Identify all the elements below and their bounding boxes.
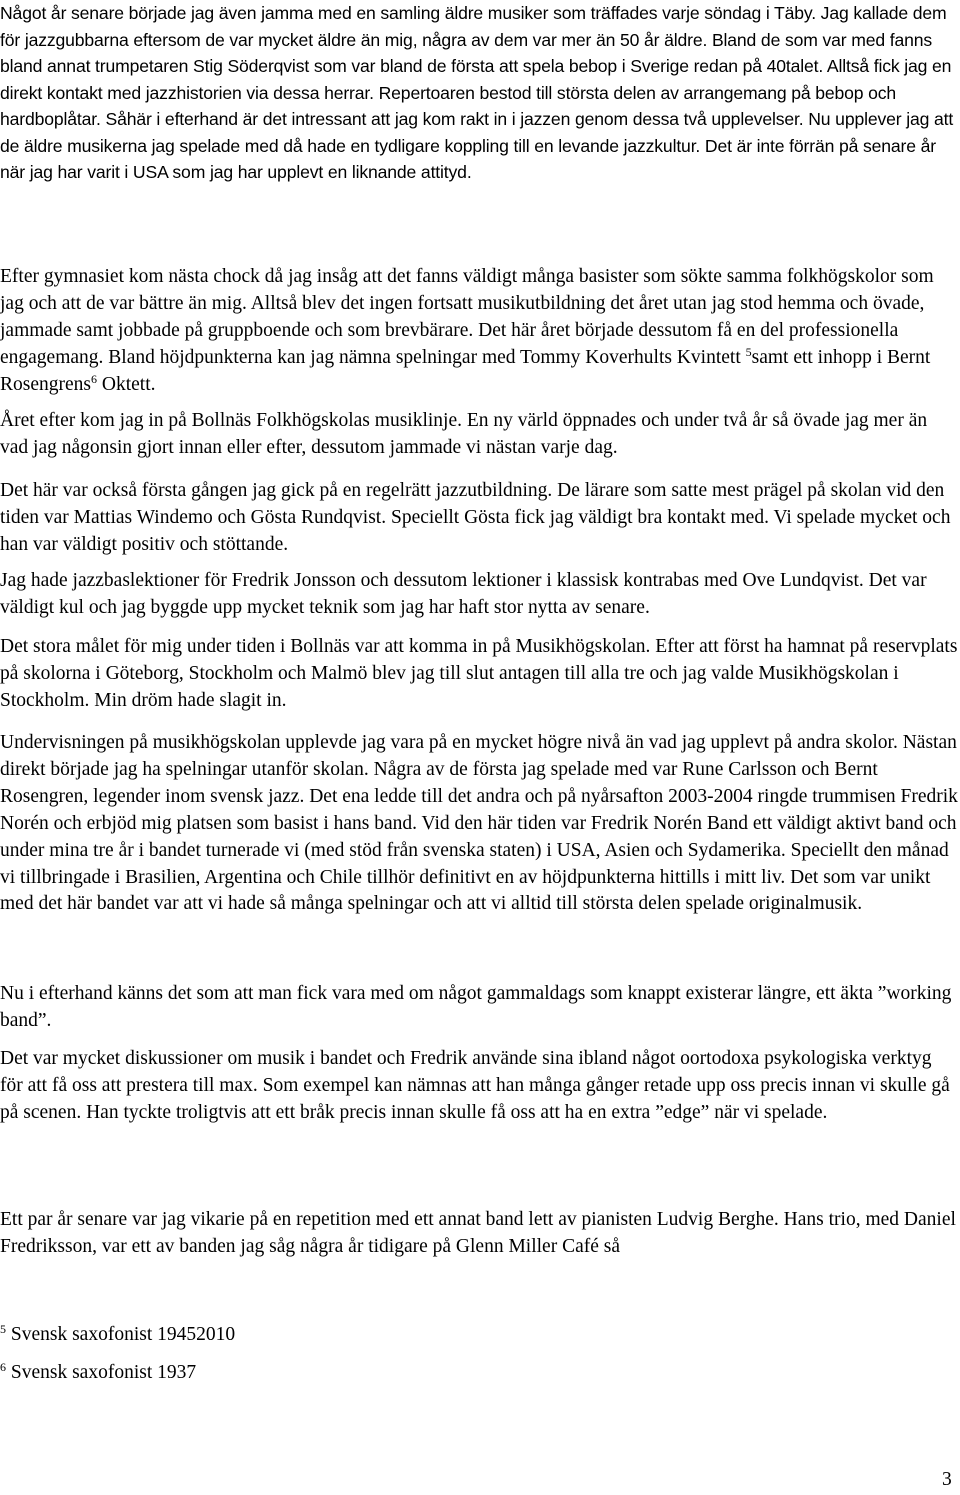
page-number: 3: [942, 1469, 952, 1490]
footnote-ref-6: 6: [91, 371, 97, 386]
paragraph-jazzgubbarna: Något år senare började jag även jamma med en samling äldre musiker som träffades varje söndag i Täby. Jag kallade dem för jazzgubbarna eftersom de var mycket äldre än mig, några av dem var mer än 50 år äldre. Bland de som var med fanns bland annat trumpetaren Stig Söderqvist som var bland de första att spela bebop i Sverige redan på 40talet. Alltså fick jag en direkt kontakt med jazzhistorien via dessa herrar. Repertoaren bestod till största delen av arrangemang på bebop och hardboplåtar. Såhär i efterhand är det intressant att jag kom rakt in i jazzen genom dessa två upplevelser. Nu upplever jag att de äldre musikerna jag spelade med då hade en tydligare koppling till en levande jazzkultur. Det är inte förrän på senare år när jag har varit i USA som jag har upplevt en liknande attityd.: [0, 3, 954, 182]
footnote-number: 5: [0, 1321, 6, 1336]
paragraph-diskussioner: Det var mycket diskussioner om musik i bandet och Fredrik använde sina ibland något oortodoxa psykologiska verktyg för att få oss att prestera till max. Som exempel kan nämnas att han många gånger retade upp oss precis innan vi skulle gå på scenen. Han tyckte troligtvis att ett bråk precis innan skulle få oss att ha en extra ”edge” när vi spelade.: [0, 1048, 950, 1123]
paragraph-efter-gymnasiet: [0, 264, 958, 399]
paragraph-jazzbaslektioner: Jag hade jazzbaslektioner för Fredrik Jonsson och dessutom lektioner i klassisk kontrabas med Ove Lundqvist. Det var väldigt kul och jag byggde upp mycket teknik som jag har haft stor nytta av senare.: [0, 570, 927, 618]
paragraph-musikhogskolan: Det stora målet för mig under tiden i Bollnäs var att komma in på Musikhögskolan. Efter att först ha hamnat på reservplats på skolorna i Göteborg, Stockholm och Malmö blev jag till slut antagen till alla tre och jag valde Musikhögskolan i Stockholm. Min dröm hade slagit in.: [0, 636, 958, 711]
footnote-number: 6: [0, 1359, 6, 1374]
paragraph-text-continued: samt ett inhopp i Bernt Rosengrens: [0, 346, 931, 395]
paragraph-text: Efter gymnasiet kom nästa chock då jag insåg att det fanns väldigt många basister som sökte samma folkhögskolor som jag och att de var bättre än mig. Alltså blev det ingen fortsatt musikutbildning det året utan jag stod hemma och övade, jammade samt jobbade på gruppboende och som brevbärare. Det här året började dessutom få en del professionella engagemang. Bland höjdpunkterna kan jag nämna spelningar med Tommy Koverhults Kvintett: [0, 266, 934, 368]
footnote-6: [0, 1360, 196, 1386]
footnote-5: [0, 1322, 235, 1348]
paragraph-text-end: Oktett.: [97, 373, 156, 395]
footnote-text: Svensk saxofonist 19452010: [6, 1324, 236, 1345]
paragraph-jazzutbildning: Det här var också första gången jag gick på en regelrätt jazzutbildning. De lärare som satte mest prägel på skolan vid den tiden var Mattias Windemo och Gösta Rundqvist. Speciellt Gösta fick jag väldigt bra kontakt med. Vi spelade mycket och han var väldigt positiv och stöttande.: [0, 480, 951, 555]
paragraph-working-band: Nu i efterhand känns det som att man fick vara med om något gammaldags som knappt existerar längre, ett äkta ”working band”.: [0, 983, 952, 1031]
paragraph-bollnas: Året efter kom jag in på Bollnäs Folkhögskolas musiklinje. En ny värld öppnades och under två år så övade jag mer än vad jag någonsin gjort innan eller efter, dessutom jammade vi nästan varje dag.: [0, 410, 928, 458]
footnote-text: Svensk saxofonist 1937: [6, 1362, 197, 1383]
paragraph-undervisningen: Undervisningen på musikhögskolan upplevde jag vara på en mycket högre nivå än vad jag upplevt på andra skolor. Nästan direkt började jag ha spelningar utanför skolan. Några av de första jag spelade med var Rune Carlsson och Bernt Rosengren, legender inom svensk jazz. Det ena ledde till det andra och på nyårsafton 2003-2004 ringde trummisen Fredrik Norén och erbjöd mig platsen som basist i hans band. Vid den här tiden var Fredrik Norén Band ett väldigt aktivt band och under mina tre år i bandet turnerade vi (med stöd från svenska staten) i USA, Asien och Sydamerika. Speciellt den månad vi tillbringade i Brasilien, Argentina och Chile tillhör definitivt en av höjdpunkterna hittills i mitt liv. Det som var unikt med det här bandet var att vi hade så många spelningar och att vi alltid till största delen spelade originalmusik.: [0, 732, 958, 915]
footnote-ref-5: 5: [745, 344, 752, 359]
paragraph-ludvig-berghe: Ett par år senare var jag vikarie på en repetition med ett annat band lett av pianisten Ludvig Berghe. Hans trio, med Daniel Fredriksson, var ett av banden jag såg några år tidigare på Glenn Miller Café så: [0, 1209, 956, 1257]
